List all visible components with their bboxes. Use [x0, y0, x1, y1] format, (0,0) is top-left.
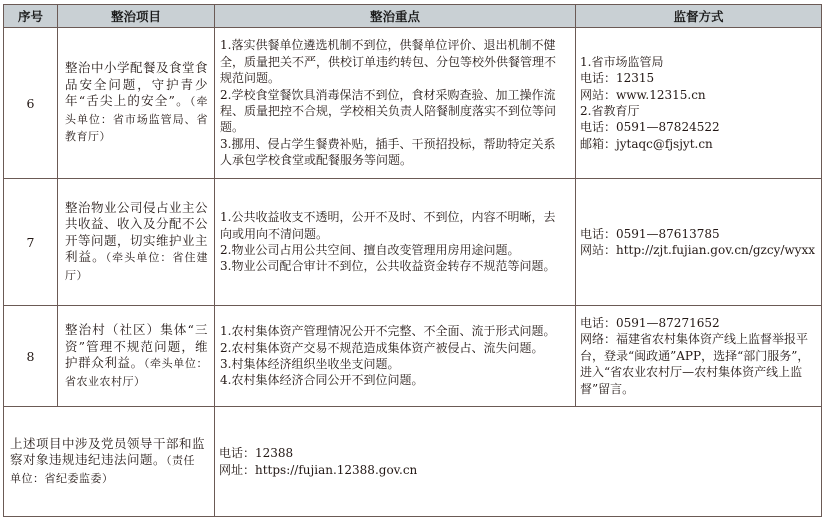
focus-point: 2.学校食堂餐饮具消毒保洁不到位，食材采购查验、加工操作流程、质量把控不合规，学校相关负责人陪餐制度落实不到位等问题。 — [220, 87, 557, 135]
item-text: 整治村（社区）集体“三资”管理不规范问题，维护群众利益。 — [65, 322, 208, 370]
footer-item — [4, 407, 215, 517]
item-lead-unit: （牵头单位：省农业农村厅） — [65, 357, 208, 388]
focus-point: 1.落实供餐单位遴选机制不到位，供餐单位评价、退出机制不健全，质量把关不严，供校订单违约转包、分包等校外供餐管理不规范问题。 — [220, 38, 557, 86]
focus-point: 3.挪用、侵占学生餐费补贴，插手、干预招投标，帮助特定关系人承包学校食堂或配餐服务等问题。 — [220, 136, 556, 168]
table-row — [4, 179, 822, 306]
table-row — [4, 28, 822, 179]
footer-lead-unit: （责任单位：省纪委监委） — [10, 454, 196, 485]
supervision-line: 电话：0591—87271652 — [580, 315, 720, 330]
row-focus — [215, 28, 576, 179]
header-row — [4, 5, 822, 28]
focus-point: 3.物业公司配合审计不到位，公共收益资金转存不规范等问题。 — [220, 259, 556, 274]
focus-point: 2.物业公司占用公共空间、擅自改变管理用房用途问题。 — [220, 243, 520, 257]
supervision-line: 电话：12315 — [580, 71, 655, 86]
item-lead-unit: （牵头单位：省住建厅） — [65, 251, 208, 282]
footer-supervision — [215, 407, 822, 517]
row-item — [58, 179, 215, 306]
row-focus — [215, 179, 576, 306]
row-item — [58, 306, 215, 407]
supervision-line: 电话：0591—87824522 — [580, 120, 720, 135]
supervision-line: 网址：https://fujian.12388.gov.cn — [219, 462, 418, 477]
focus-point: 4.农村集体经济合同公开不到位问题。 — [220, 373, 424, 388]
supervision-line: 2.省教育厅 — [580, 104, 640, 118]
row-focus — [215, 306, 576, 407]
focus-point: 1.农村集体资产管理情况公开不完整、不全面、流于形式问题。 — [220, 324, 556, 339]
footer-row — [4, 407, 822, 517]
footer-text: 上述项目中涉及党员领导干部和监察对象违规违纪违法问题。 — [10, 435, 206, 468]
header-item: 整治项目 — [58, 5, 215, 28]
supervision-line: 网站：www.12315.cn — [580, 87, 706, 102]
row-item — [58, 28, 215, 179]
rectification-table — [3, 4, 822, 517]
focus-point: 2.农村集体资产交易不规范造成集体资产被侵占、流失问题。 — [220, 340, 544, 355]
supervision-line: 1.省市场监管局 — [580, 54, 664, 69]
supervision-line: 网络：福建省农村集体资产线上监督举报平台，登录“闽政通”APP，选择“部门服务”，进入“省农业农村厅—农村集体资产线上监督”留言。 — [580, 332, 810, 396]
row-supervision — [576, 306, 822, 407]
row-number: 7 — [4, 179, 58, 306]
row-supervision — [576, 179, 822, 306]
header-focus: 整治重点 — [215, 5, 576, 28]
table-row — [4, 306, 822, 407]
supervision-line: 电话：0591—87613785 — [580, 226, 720, 241]
supervision-line: 邮箱：jytaqc@fjsjyt.cn — [580, 136, 713, 151]
row-number: 6 — [4, 28, 58, 179]
supervision-line: 网站：http://zjt.fujian.gov.cn/gzcy/wyxx — [580, 243, 815, 257]
item-lead-unit: （牵头单位：省市场监管局、省教育厅） — [65, 95, 209, 144]
focus-point: 1.公共收益收支不透明，公开不及时、不到位，内容不明晰，去向或用向不清问题。 — [220, 210, 556, 241]
item-text: 整治物业公司侵占业主公共收益、收入及分配不公开等问题，切实维护业主利益。 — [65, 199, 209, 265]
focus-point: 3.村集体经济组织坐收坐支问题。 — [220, 357, 400, 371]
row-number: 8 — [4, 306, 58, 407]
supervision-line: 电话：12388 — [219, 446, 294, 461]
header-supervision: 监督方式 — [576, 5, 822, 28]
item-text: 整治中小学配餐及食堂食品安全问题，守护青少年“舌尖上的安全”。 — [65, 60, 209, 109]
row-supervision — [576, 28, 822, 179]
header-serial: 序号 — [4, 5, 58, 28]
